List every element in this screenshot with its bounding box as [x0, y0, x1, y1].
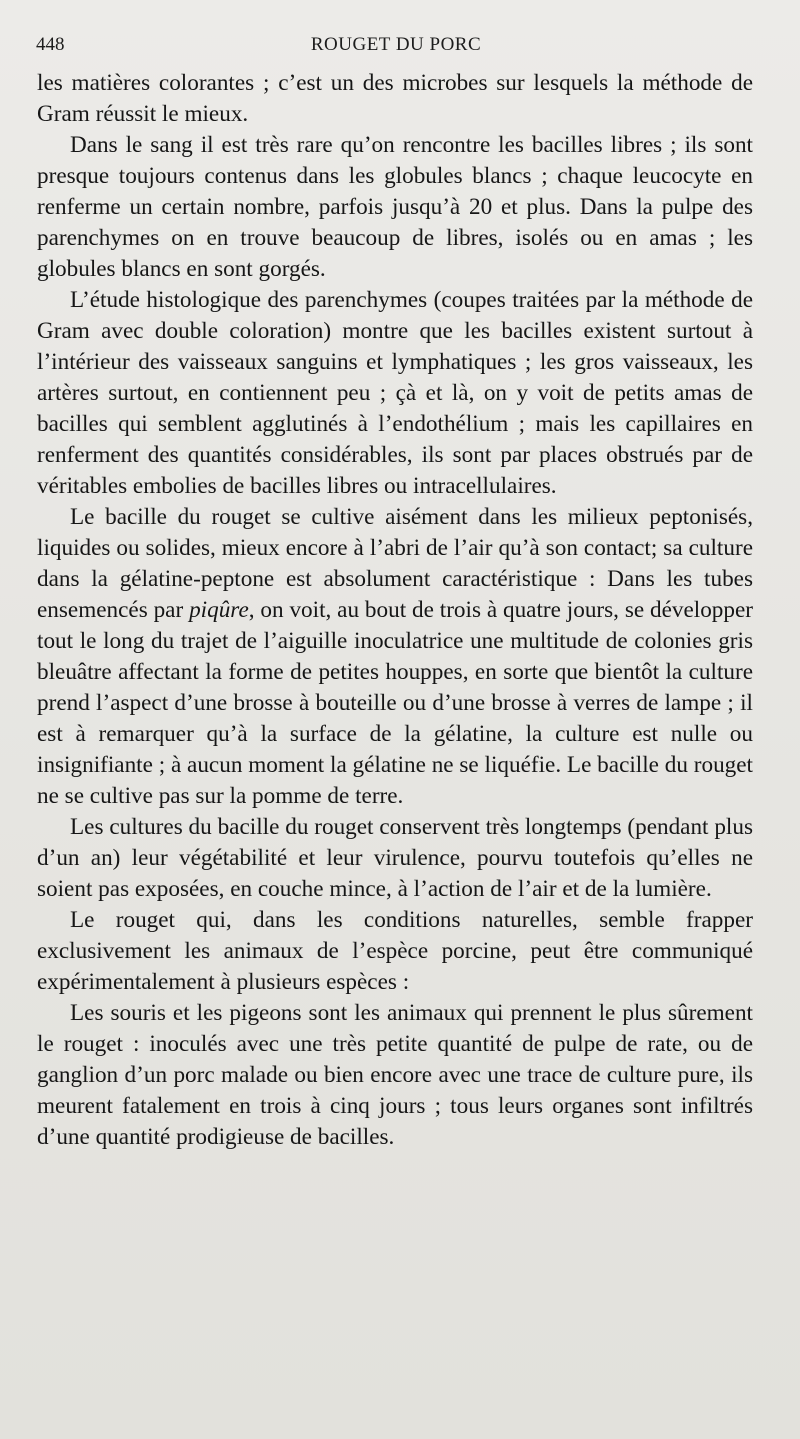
page-number: 448	[36, 34, 65, 55]
paragraph-text: les matières colorantes ; c’est un des microbes sur lesquels la méthode de Gram réussit le mieux.	[37, 70, 753, 127]
paragraph-7	[37, 998, 753, 1153]
page-header	[36, 34, 756, 64]
paragraph-text: Le bacille du rouget se cultive aisément dans les milieux peptonisés, liquides ou solides, mieux encore à l’abri de l’air qu’à son contact; sa culture dans la gélatine-peptone est absolument caractéristique : Dans les tubes ensemencés par	[37, 504, 753, 623]
running-head: ROUGET DU PORC	[310, 34, 482, 55]
paragraph-4	[37, 502, 753, 812]
paragraph-text: Les cultures du bacille du rouget conservent très longtemps (pendant plus d’un an) leur végétabilité et leur virulence, pourvu toutefois qu’elles ne soient pas exposées, en couche mince, à l’action de l’air et de la lumière.	[37, 814, 753, 902]
body-text	[37, 68, 753, 1153]
paragraph-text: L’étude histologique des parenchymes (coupes traitées par la méthode de Gram avec double coloration) montre que les bacilles existent surtout à l’intérieur des vaisseaux sanguins et lymphatiques ; les gros vaisseaux, les artères surtout, en contiennent peu ; çà et là, on y voit de petits amas de bacilles qui semblent agglutinés à l’endothélium ; mais les capillaires en renferment des quantités considérables, ils sont par places obstrués par de véritables embolies de bacilles libres ou intracellulaires.	[37, 287, 753, 499]
paragraph-text: Les souris et les pigeons sont les animaux qui prennent le plus sûrement le rouget : inoculés avec une très petite quantité de pulpe de rate, ou de ganglion d’un porc malade ou bien encore avec une trace de culture pure, ils meurent fatalement en trois à cinq jours ; tous leurs organes sont infiltrés d’une quantité prodigieuse de bacilles.	[37, 1000, 753, 1150]
paragraph-1	[37, 68, 753, 130]
paragraph-3	[37, 285, 753, 502]
paragraph-text: Le rouget qui, dans les conditions naturelles, semble frapper exclusivement les animaux de l’espèce porcine, peut être communiqué expérimentalement à plusieurs espèces :	[37, 907, 753, 995]
paragraph-5	[37, 812, 753, 905]
paragraph-2	[37, 130, 753, 285]
paragraph-text: , on voit, au bout de trois à quatre jours, se développer tout le long du trajet de l’aiguille inoculatrice une multitude de colonies gris bleuâtre affectant la forme de petites houppes, en sorte que bientôt la culture prend l’aspect d’une brosse à bouteille ou d’une brosse à verres de lampe ; il est à remarquer qu’à la surface de la gélatine, la culture est nulle ou insignifiante ; à aucun moment la gélatine ne se liquéfie. Le bacille du rouget ne se cultive pas sur la pomme de terre.	[37, 597, 753, 809]
paragraph-text: Dans le sang il est très rare qu’on rencontre les bacilles libres ; ils sont presque toujours contenus dans les globules blancs ; chaque leucocyte en renferme un certain nombre, parfois jusqu’à 20 et plus. Dans la pulpe des parenchymes on en trouve beaucoup de libres, isolés ou en amas ; les globules blancs en sont gorgés.	[37, 132, 753, 282]
paragraph-6	[37, 905, 753, 998]
italic-term: piqûre	[189, 597, 249, 623]
